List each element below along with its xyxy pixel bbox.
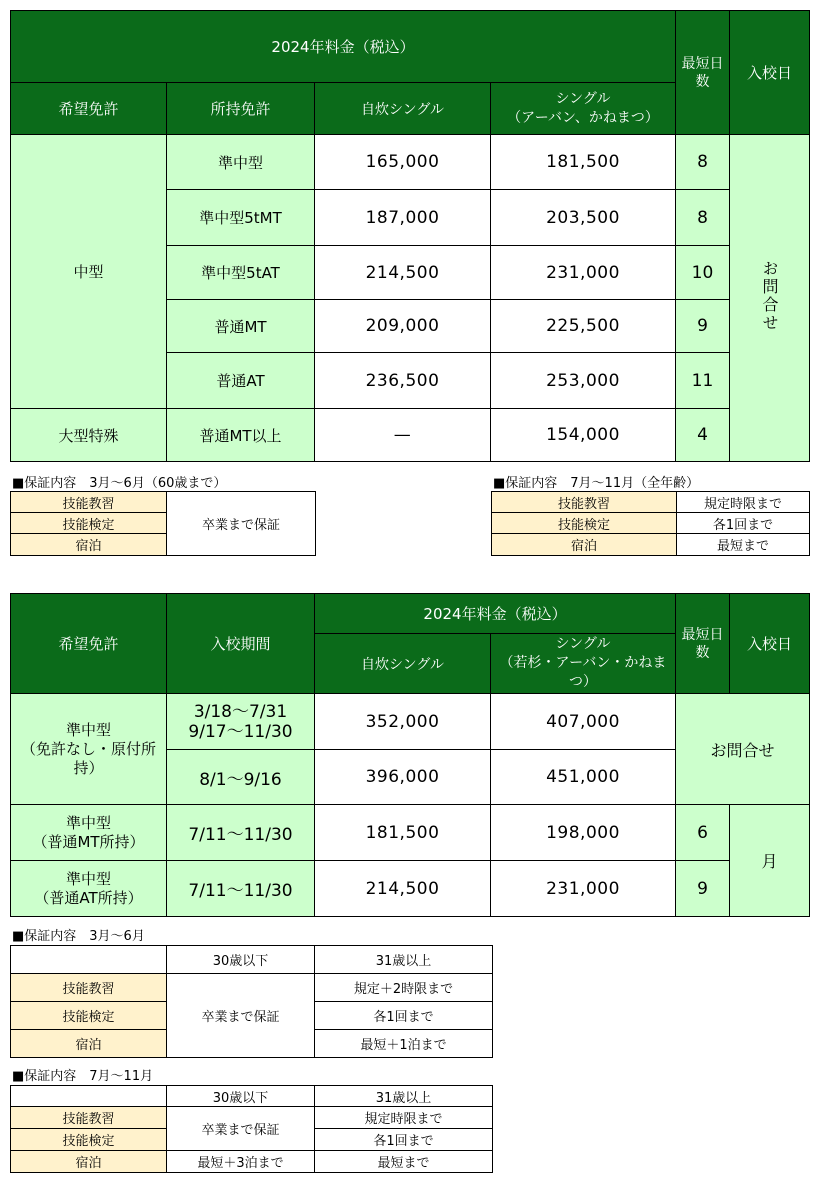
- guarantee-value: 各1回まで: [315, 1129, 493, 1151]
- empty-cell: [11, 1086, 167, 1107]
- col-under-30: 30歳以下: [167, 1086, 315, 1107]
- single-price: 154,000: [491, 409, 676, 462]
- header-held-license: 所持免許: [167, 83, 315, 135]
- entry-inquiry: お問合せ: [676, 694, 810, 805]
- guarantee-value: 最短まで: [315, 1151, 493, 1173]
- guarantee-value: 卒業まで保証: [167, 974, 315, 1058]
- guarantee-item: 技能教習: [11, 1107, 167, 1129]
- guarantee-value: 各1回まで: [315, 1002, 493, 1030]
- guarantee-value: 規定＋2時限まで: [315, 974, 493, 1002]
- header-single: シングル （若杉・アーバン・かねまつ）: [491, 634, 676, 694]
- single-price: 198,000: [491, 805, 676, 861]
- shortest-days: 10: [676, 246, 730, 300]
- header-shortest-days: 最短日数: [676, 594, 730, 694]
- self-price: —: [315, 409, 491, 462]
- self-price: 396,000: [315, 750, 491, 805]
- col-over-31: 31歳以上: [315, 1086, 493, 1107]
- table-row: [11, 861, 810, 917]
- guarantee-title: ■保証内容 7月～11月（全年齢）: [493, 476, 700, 491]
- guarantee-item: 技能教習: [11, 492, 167, 513]
- held-license: 準中型5tMT: [167, 190, 315, 246]
- header-desired-license: 希望免許: [11, 594, 167, 694]
- table-row: [11, 805, 810, 861]
- header-self-catering-single: 自炊シングル: [315, 634, 491, 694]
- self-price: 352,000: [315, 694, 491, 750]
- guarantee-item: 技能検定: [492, 513, 677, 534]
- guarantee-value: 各1回まで: [677, 513, 810, 534]
- guarantee-item: 技能検定: [11, 1002, 167, 1030]
- single-price: 253,000: [491, 353, 676, 409]
- entry-inquiry: [730, 135, 810, 462]
- held-license: 普通MT以上: [167, 409, 315, 462]
- col-over-31: 31歳以上: [315, 946, 493, 974]
- entry-period: 8/1～9/16: [167, 750, 315, 805]
- shortest-days: 11: [676, 353, 730, 409]
- price-table-2024-upgrade: [10, 10, 810, 462]
- guarantee-table-mar-jun: [10, 491, 316, 556]
- entry-inquiry-text: お問合せ: [760, 260, 779, 332]
- header-entry-date: 入校日: [730, 594, 810, 694]
- held-license: 準中型5tAT: [167, 246, 315, 300]
- shortest-days: 6: [676, 805, 730, 861]
- col-under-30: 30歳以下: [167, 946, 315, 974]
- guarantee-value: 最短＋1泊まで: [315, 1030, 493, 1058]
- shortest-days: 9: [676, 861, 730, 917]
- table-row: [11, 135, 810, 190]
- group-label: 準中型 （普通AT所持）: [11, 861, 167, 917]
- guarantee-item: 技能教習: [11, 974, 167, 1002]
- single-price: 203,500: [491, 190, 676, 246]
- self-price: 236,500: [315, 353, 491, 409]
- table-title: 2024年料金（税込）: [315, 594, 676, 634]
- guarantee-value: 最短まで: [677, 534, 810, 556]
- group-label-medium: 中型: [11, 135, 167, 409]
- header-desired-license: 希望免許: [11, 83, 167, 135]
- single-price: 231,000: [491, 861, 676, 917]
- entry-period: 3/18～7/31 9/17～11/30: [167, 694, 315, 750]
- price-table-2024-new: [10, 593, 810, 917]
- self-price: 209,000: [315, 300, 491, 353]
- entry-month: 月: [730, 805, 810, 917]
- header-shortest-days: 最短日数: [676, 11, 730, 135]
- guarantee-table-jul-nov: [491, 491, 810, 556]
- single-price: 451,000: [491, 750, 676, 805]
- shortest-days: 8: [676, 190, 730, 246]
- held-license: 普通MT: [167, 300, 315, 353]
- self-price: 181,500: [315, 805, 491, 861]
- guarantee-item: 宿泊: [492, 534, 677, 556]
- single-price: 181,500: [491, 135, 676, 190]
- header-entry-period: 入校期間: [167, 594, 315, 694]
- single-price: 231,000: [491, 246, 676, 300]
- held-license: 普通AT: [167, 353, 315, 409]
- entry-period: 7/11～11/30: [167, 861, 315, 917]
- guarantee-item: 宿泊: [11, 534, 167, 556]
- single-price: 225,500: [491, 300, 676, 353]
- guarantee-title: ■保証内容 7月～11月: [12, 1069, 154, 1084]
- guarantee-item: 宿泊: [11, 1151, 167, 1173]
- guarantee-title: ■保証内容 3月～6月（60歳まで）: [12, 476, 227, 491]
- self-price: 165,000: [315, 135, 491, 190]
- header-entry-date: 入校日: [730, 11, 810, 135]
- guarantee-item: 技能検定: [11, 513, 167, 534]
- guarantee-item: 技能教習: [492, 492, 677, 513]
- guarantee-table-age-mar-jun: [10, 945, 493, 1058]
- single-price: 407,000: [491, 694, 676, 750]
- table-row: [11, 409, 810, 462]
- self-price: 214,500: [315, 861, 491, 917]
- header-single: シングル （アーバン、かねまつ）: [491, 83, 676, 135]
- guarantee-item: 宿泊: [11, 1030, 167, 1058]
- guarantee-value: 規定時限まで: [315, 1107, 493, 1129]
- guarantee-value: 規定時限まで: [677, 492, 810, 513]
- guarantee-value: 卒業まで保証: [167, 492, 316, 556]
- guarantee-table-age-jul-nov: [10, 1085, 493, 1173]
- entry-period: 7/11～11/30: [167, 805, 315, 861]
- group-label: 準中型 （免許なし・原付所持）: [11, 694, 167, 805]
- empty-cell: [11, 946, 167, 974]
- shortest-days: 8: [676, 135, 730, 190]
- shortest-days: 4: [676, 409, 730, 462]
- self-price: 187,000: [315, 190, 491, 246]
- guarantee-value: 最短＋3泊まで: [167, 1151, 315, 1173]
- guarantee-title: ■保証内容 3月～6月: [12, 929, 145, 944]
- header-self-catering-single: 自炊シングル: [315, 83, 491, 135]
- guarantee-value: 卒業まで保証: [167, 1107, 315, 1151]
- held-license: 準中型: [167, 135, 315, 190]
- table-title: 2024年料金（税込）: [11, 11, 676, 83]
- table-row: [11, 694, 810, 750]
- guarantee-item: 技能検定: [11, 1129, 167, 1151]
- group-label: 準中型 （普通MT所持）: [11, 805, 167, 861]
- self-price: 214,500: [315, 246, 491, 300]
- group-label-special: 大型特殊: [11, 409, 167, 462]
- shortest-days: 9: [676, 300, 730, 353]
